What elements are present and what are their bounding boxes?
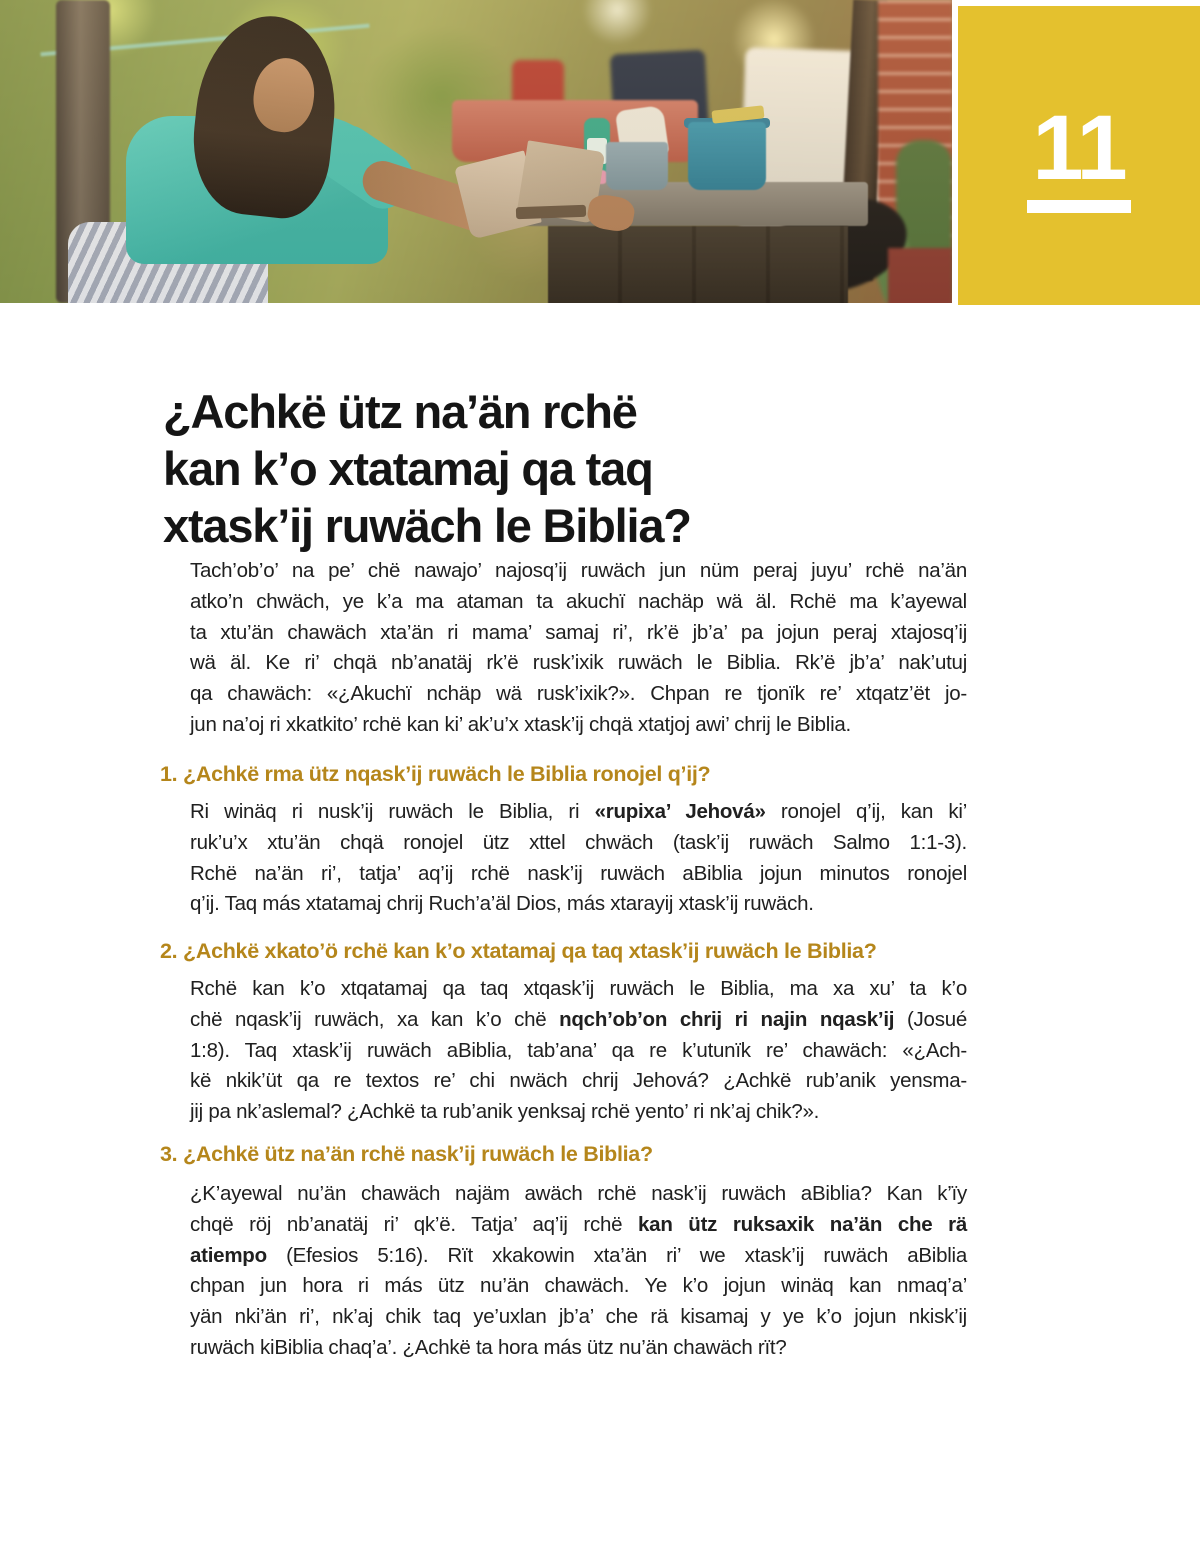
question-2-paragraph: Rchë kan k’o xtqatamaj qa taq xtqask’ij ruwäch le Biblia, ma xa xu’ ta k’o chë nqask’ij ruwäch, xa kan k’o chë nqch’ob’on chrij ri najin nqask’ij (Josué 1:8). Taq xtask’ij ruwäch aBiblia, tab’ana’ qa re k’utunïk re’ chawäch: «¿Ach- kë nkik’üt qa re textos re’ chi nwäch chrij Jehová? ¿Achkë rub’anik yensma- jij pa nk’aslemal? ¿Achkë ta rub’anik yenksaj rchë yento’ ri nk’aj chik?». (190, 977, 967, 1124)
photo-light-overlay (0, 0, 952, 303)
lesson-number-underline (1027, 200, 1131, 213)
question-1-heading: 1. ¿Achkë rma ütz nqask’ij ruwäch le Biblia ronojel q’ij? (160, 762, 711, 786)
question-3-heading: 3. ¿Achkë ütz na’än rchë nask’ij ruwäch le Biblia? (160, 1142, 653, 1166)
lesson-number-badge (958, 6, 1200, 305)
page-title: ¿Achkë ütz na’än rchë kan k’o xtatamaj qa taq xtask’ij ruwäch le Biblia? (163, 385, 691, 553)
question-3-paragraph: ¿K’ayewal nu’än chawäch najäm awäch rchë nask’ij ruwäch aBiblia? Kan k’ïy chqë röj nb’anatäj ri’ qk’ë. Tatja’ aq’ij rchë kan ütz ruksaxik na’än che rä atiempo (Efesios 5:16). Rït xkakowin xta’än ri’ we xtask’ij ruwäch aBiblia chpan jun hora ri más ütz nu’än chawäch. Ye k’o jojun winäq kan nmaq’a’ yän nki’än ri’, nk’aj chik taq ye’uxlan jb’a’ che rä kisamaj y ye k’o jojun nkisk’ij ruwäch kiBiblia chaq’a’. ¿Achkë ta hora más ütz nu’än chawäch rït? (190, 1182, 967, 1359)
question-2-heading: 2. ¿Achkë xkato’ö rchë kan k’o xtatamaj qa taq xtask’ij ruwäch le Biblia? (160, 939, 877, 963)
lesson-photo (0, 0, 952, 303)
question-1-paragraph: Ri winäq ri nusk’ij ruwäch le Biblia, ri «rupixa’ Jehová» ronojel q’ij, kan ki’ ruk’u’x xtu’än chqä ronojel ütz xttel chwäch (task’ij ruwäch Salmo 1:1-3). Rchë na’än ri’, tatja’ aq’ij rchë nask’ij ruwäch aBiblia jojun minutos ronojel q’ij. Taq más xtatamaj chrij Ruch’a’äl Dios, más xtarayij xtask’ij ruwäch. (190, 800, 967, 916)
intro-paragraph: Tach’ob’o’ na pe’ chë nawajo’ najosq’ij ruwäch jun nüm peraj juyu’ rchë na’än atko’n chwäch, ye k’a ma ataman ta akuchï nachäp wä äl. Rchë ma k’ayewal ta xtu’än chawäch xta’än ri mama’ samaj ri’, rk’ë jb’a’ pa jojun peraj xtajosq’ij wä äl. Ke ri’ chqä nb’anatäj rk’ë rusk’ixik ruwäch le Biblia. Rk’ë jb’a’ nak’utuj qa chawäch: «¿Akuchï nchäp wä rusk’ixik?». Chpan re tjonïk re’ xtqatz’ët jo- jun na’oj ri xkatkito’ rchë kan ki’ ak’u’x xtask’ij chqä xtatjoj awi’ chrij le Biblia. (190, 559, 967, 736)
lesson-number: 11 (1032, 97, 1126, 199)
